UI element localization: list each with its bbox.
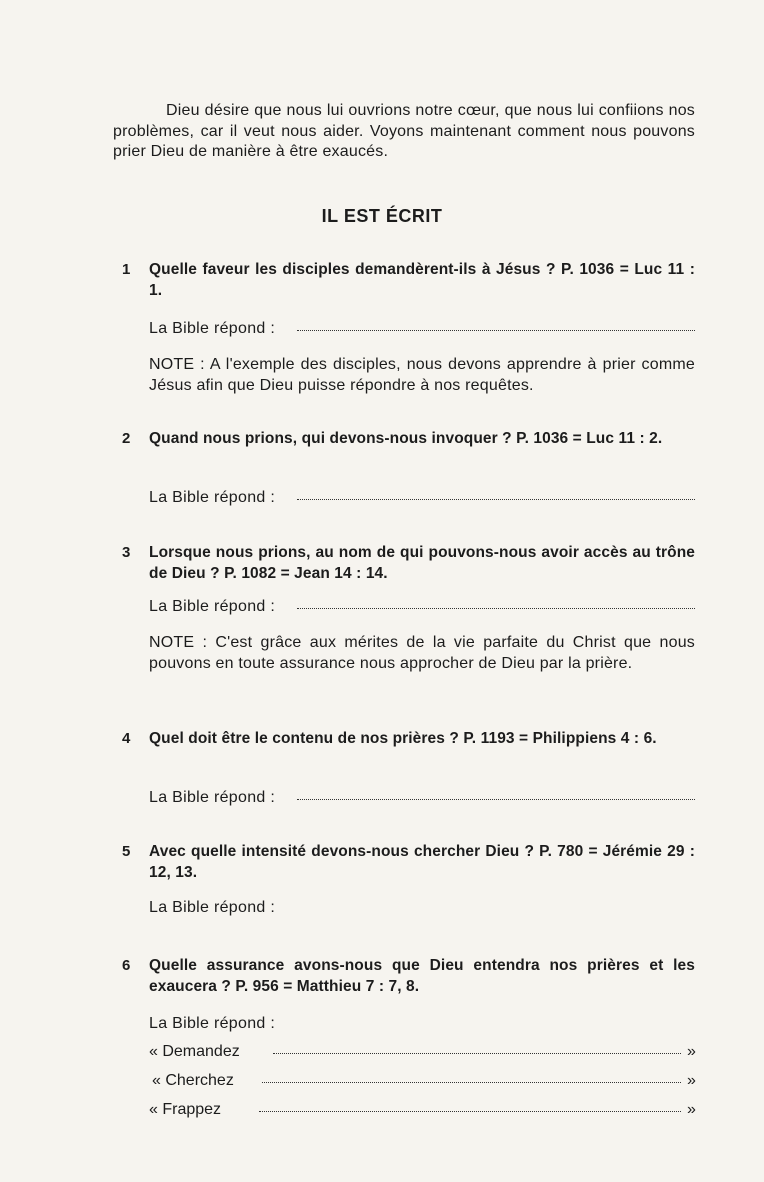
answer-label: La Bible répond :: [149, 789, 276, 806]
section-title: IL EST ÉCRIT: [321, 206, 443, 226]
note-3: NOTE : C'est grâce aux mérites de la vie parfaite du Christ que nous pouvons en toute assurance nous approcher de Dieu par la prière.: [149, 634, 695, 672]
answer-line-4[interactable]: [149, 787, 695, 808]
fill-close-quote: »: [687, 1043, 696, 1060]
fill-cherchez[interactable]: [149, 1070, 695, 1091]
fill-close-quote: »: [687, 1101, 696, 1118]
question-text: Quelle assurance avons-nous que Dieu entendra nos prières et les exaucera ? P. 956 = Matthieu 7 : 7, 8.: [149, 957, 695, 995]
dotted-answer-field[interactable]: [262, 1068, 681, 1083]
answer-label: La Bible répond :: [149, 598, 276, 615]
note-1: NOTE : A l'exemple des disciples, nous devons apprendre à prier comme Jésus afin que Dieu puisse répondre à nos requêtes.: [149, 356, 695, 394]
answer-line-6: [149, 1014, 695, 1034]
answer-line-1[interactable]: [149, 318, 695, 339]
fill-open-quote: « Frappez: [149, 1101, 222, 1118]
question-number: 1: [122, 261, 131, 278]
dotted-answer-field[interactable]: [297, 594, 695, 609]
question-number: 2: [122, 430, 131, 447]
question-number: 5: [122, 843, 131, 860]
answer-line-5: [149, 898, 695, 918]
dotted-answer-field[interactable]: [297, 485, 695, 500]
question-text: Quelle faveur les disciples demandèrent-ils à Jésus ? P. 1036 = Luc 11 : 1.: [149, 261, 695, 299]
question-number: 3: [122, 544, 131, 561]
dotted-answer-field[interactable]: [297, 785, 695, 800]
question-text: Avec quelle intensité devons-nous chercher Dieu ? P. 780 = Jérémie 29 : 12, 13.: [149, 843, 695, 881]
fill-demandez[interactable]: [149, 1041, 695, 1062]
dotted-answer-field[interactable]: [259, 1097, 681, 1112]
question-number: 4: [122, 730, 131, 747]
answer-label: La Bible répond :: [149, 320, 276, 337]
question-text: Quand nous prions, qui devons-nous invoquer ? P. 1036 = Luc 11 : 2.: [149, 430, 663, 447]
answer-label: La Bible répond :: [149, 899, 276, 916]
answer-label: La Bible répond :: [149, 1015, 276, 1032]
fill-frappez[interactable]: [149, 1099, 695, 1120]
answer-line-2[interactable]: [149, 487, 695, 508]
fill-close-quote: »: [687, 1072, 696, 1089]
answer-line-3[interactable]: [149, 596, 695, 617]
dotted-answer-field[interactable]: [273, 1039, 681, 1054]
question-number: 6: [122, 957, 131, 974]
fill-open-quote: « Demandez: [149, 1043, 240, 1060]
answer-label: La Bible répond :: [149, 489, 276, 506]
fill-open-quote: « Cherchez: [152, 1072, 234, 1089]
intro-paragraph: [113, 101, 695, 163]
intro-text: Dieu désire que nous lui ouvrions notre cœur, que nous lui confiions nos problèmes, car il veut nous aider. Voyons maintenant comment nous pouvons prier Dieu de manière à être exaucés.: [113, 102, 695, 160]
question-text: Quel doit être le contenu de nos prières ? P. 1193 = Philippiens 4 : 6.: [149, 730, 657, 747]
question-text: Lorsque nous prions, au nom de qui pouvons-nous avoir accès au trône de Dieu ? P. 1082 = Jean 14 : 14.: [149, 544, 695, 582]
dotted-answer-field[interactable]: [297, 316, 695, 331]
